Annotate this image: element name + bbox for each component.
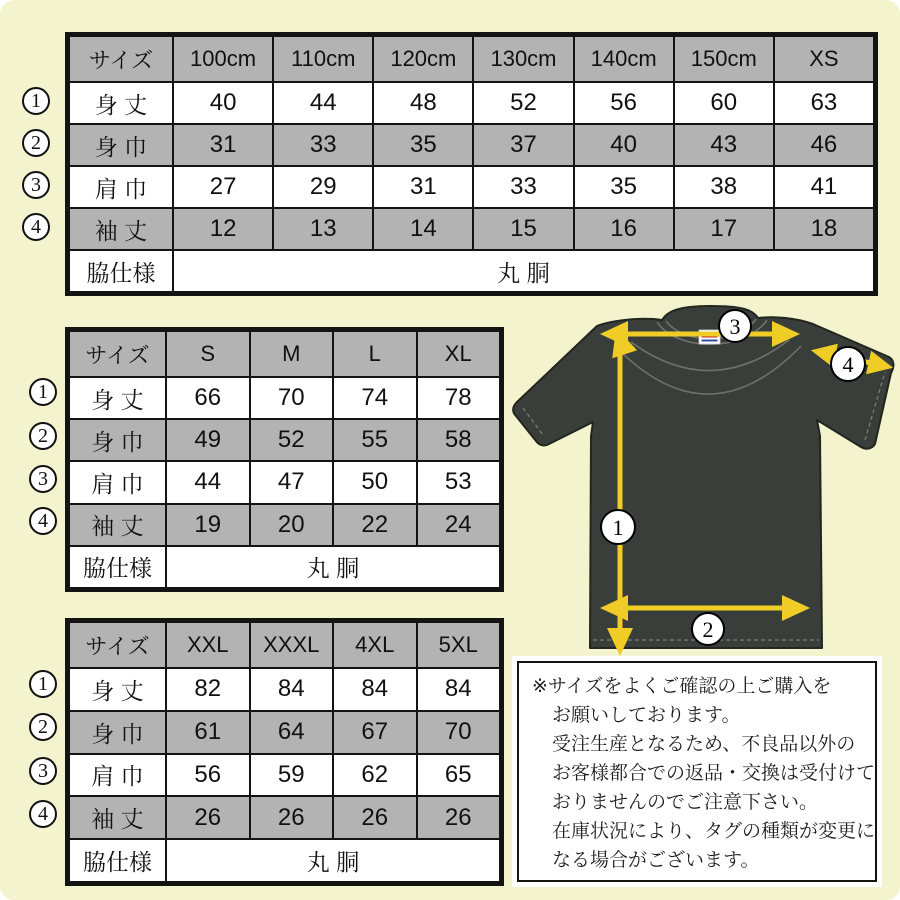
measurement-value-cell: 14 [373,208,473,250]
measurement-row-label: 身 丈 [69,82,173,124]
measurement-value-cell: 37 [473,124,573,166]
measure-3-badge: 3 [29,757,57,785]
measurement-value-cell: 47 [250,461,334,503]
measurement-value-cell: 50 [333,461,417,503]
notice-line: なる場合がございます。 [552,850,760,871]
measure-4-badge: 4 [22,213,50,241]
measurement-value-cell: 44 [273,82,373,124]
measurement-value-cell: 82 [166,668,250,711]
diagram-4-badge [831,347,865,381]
measurement-value-cell: 58 [417,419,501,461]
notice-line: 受注生産となるため、不良品以外の [552,734,856,755]
measurement-value-cell: 66 [166,377,250,419]
measure-1-badge: 1 [29,670,57,698]
size-header-label: サイズ [69,36,173,82]
measurement-value-cell: 27 [173,166,273,208]
side-spec-row [69,546,500,588]
measurement-value-cell: 20 [250,504,334,546]
svg-text:1: 1 [612,515,624,540]
size-column-header: 120cm [373,36,473,82]
measurement-value-cell: 29 [273,166,373,208]
measurement-row [69,461,500,503]
measurement-value-cell: 22 [333,504,417,546]
measurement-value-cell: 70 [417,711,501,754]
measurement-value-cell: 19 [166,504,250,546]
measurement-value-cell: 24 [417,504,501,546]
side-spec-label: 脇仕様 [69,839,166,882]
measurement-row [69,124,874,166]
measure-4-badge: 4 [29,800,57,828]
diagram-2-badge [692,613,724,645]
size-column-header: 100cm [173,36,273,82]
measurement-value-cell: 26 [250,796,334,839]
tshirt-measurement-diagram [505,300,900,665]
measurement-row-label: 身 巾 [69,124,173,166]
side-spec-value: 丸 胴 [173,250,874,292]
diagram-3-badge [719,310,751,342]
measurement-value-cell: 49 [166,419,250,461]
measure-3-badge: 3 [29,465,57,493]
size-column-header: 140cm [574,36,674,82]
measurement-row-label: 肩 巾 [69,754,166,797]
measurement-row [69,377,500,419]
size-column-header: XS [774,36,874,82]
measurement-row-label: 袖 丈 [69,796,166,839]
measurement-value-cell: 78 [417,377,501,419]
measurement-value-cell: 59 [250,754,334,797]
measurement-value-cell: 33 [473,166,573,208]
size-column-header: 130cm [473,36,573,82]
measurement-value-cell: 31 [373,166,473,208]
size-header-label: サイズ [69,331,166,377]
measurement-row [69,82,874,124]
measurement-value-cell: 67 [333,711,417,754]
size-column-header: M [250,331,334,377]
measurement-value-cell: 61 [166,711,250,754]
svg-text:2: 2 [702,617,714,642]
measurement-row [69,419,500,461]
measurement-value-cell: 64 [250,711,334,754]
measurement-value-cell: 46 [774,124,874,166]
measurement-value-cell: 70 [250,377,334,419]
side-spec-row [69,250,874,292]
measure-2-badge: 2 [29,713,57,741]
measurement-value-cell: 48 [373,82,473,124]
measurement-value-cell: 53 [417,461,501,503]
size-table-xxl-5xl [65,618,504,886]
measurement-value-cell: 74 [333,377,417,419]
measurement-row-label: 身 巾 [69,711,166,754]
measurement-value-cell: 84 [333,668,417,711]
side-spec-label: 脇仕様 [69,546,166,588]
measurement-row-label: 肩 巾 [69,461,166,503]
measurement-value-cell: 62 [333,754,417,797]
measurement-row [69,668,500,711]
size-table-s-xl [65,327,504,592]
size-column-header: 110cm [273,36,373,82]
measurement-value-cell: 84 [417,668,501,711]
measurement-row [69,754,500,797]
size-column-header: XXL [166,622,250,668]
measurement-row-label: 身 丈 [69,377,166,419]
size-column-header: 150cm [674,36,774,82]
size-header-label: サイズ [69,622,166,668]
measurement-value-cell: 26 [333,796,417,839]
side-spec-value: 丸 胴 [166,546,500,588]
size-column-header: S [166,331,250,377]
measurement-value-cell: 40 [574,124,674,166]
measurement-value-cell: 31 [173,124,273,166]
side-spec-value: 丸 胴 [166,839,500,882]
svg-text:3: 3 [729,314,741,339]
measurement-row [69,796,500,839]
size-column-header: XXXL [250,622,334,668]
measurement-row [69,208,874,250]
side-spec-label: 脇仕様 [69,250,173,292]
measure-2-badge: 2 [22,129,50,157]
size-column-header: 5XL [417,622,501,668]
measurement-value-cell: 41 [774,166,874,208]
measurement-value-cell: 26 [166,796,250,839]
size-column-header: 4XL [333,622,417,668]
measurement-value-cell: 44 [166,461,250,503]
purchase-notice-box [517,661,877,882]
measurement-value-cell: 15 [473,208,573,250]
measurement-value-cell: 52 [250,419,334,461]
notice-line: 在庫状況により、タグの種類が変更に [552,821,876,842]
measurement-value-cell: 13 [273,208,373,250]
measurement-row-label: 袖 丈 [69,504,166,546]
measurement-value-cell: 35 [373,124,473,166]
measurement-row-label: 身 丈 [69,668,166,711]
notice-line: お客様都合での返品・交換は受付けて [552,763,876,784]
measurement-value-cell: 35 [574,166,674,208]
measurement-row [69,504,500,546]
measurement-row-label: 袖 丈 [69,208,173,250]
diagram-1-badge [601,510,635,544]
measure-1-badge: 1 [22,87,50,115]
measurement-row [69,711,500,754]
measurement-value-cell: 18 [774,208,874,250]
measurement-value-cell: 26 [417,796,501,839]
measurement-value-cell: 52 [473,82,573,124]
notice-line: ※サイズをよくご確認の上ご購入を [532,676,832,697]
measurement-value-cell: 65 [417,754,501,797]
notice-line: お願いしております。 [552,705,741,726]
measurement-value-cell: 40 [173,82,273,124]
measurement-value-cell: 56 [166,754,250,797]
measurement-value-cell: 17 [674,208,774,250]
measurement-value-cell: 12 [173,208,273,250]
measurement-value-cell: 84 [250,668,334,711]
size-column-header: XL [417,331,501,377]
measurement-row [69,166,874,208]
measure-1-badge: 1 [29,378,57,406]
measurement-value-cell: 33 [273,124,373,166]
measure-4-badge: 4 [29,507,57,535]
measurement-value-cell: 63 [774,82,874,124]
measurement-row-label: 肩 巾 [69,166,173,208]
size-column-header: L [333,331,417,377]
measurement-value-cell: 56 [574,82,674,124]
measurement-value-cell: 38 [674,166,774,208]
measurement-row-label: 身 巾 [69,419,166,461]
notice-line: おりませんのでご注意下さい。 [552,792,819,813]
measure-2-badge: 2 [29,422,57,450]
measurement-value-cell: 60 [674,82,774,124]
size-table-kids-xs [65,32,878,296]
measurement-value-cell: 55 [333,419,417,461]
svg-text:4: 4 [842,352,854,377]
measurement-value-cell: 16 [574,208,674,250]
measurement-value-cell: 43 [674,124,774,166]
side-spec-row [69,839,500,882]
measure-3-badge: 3 [22,171,50,199]
